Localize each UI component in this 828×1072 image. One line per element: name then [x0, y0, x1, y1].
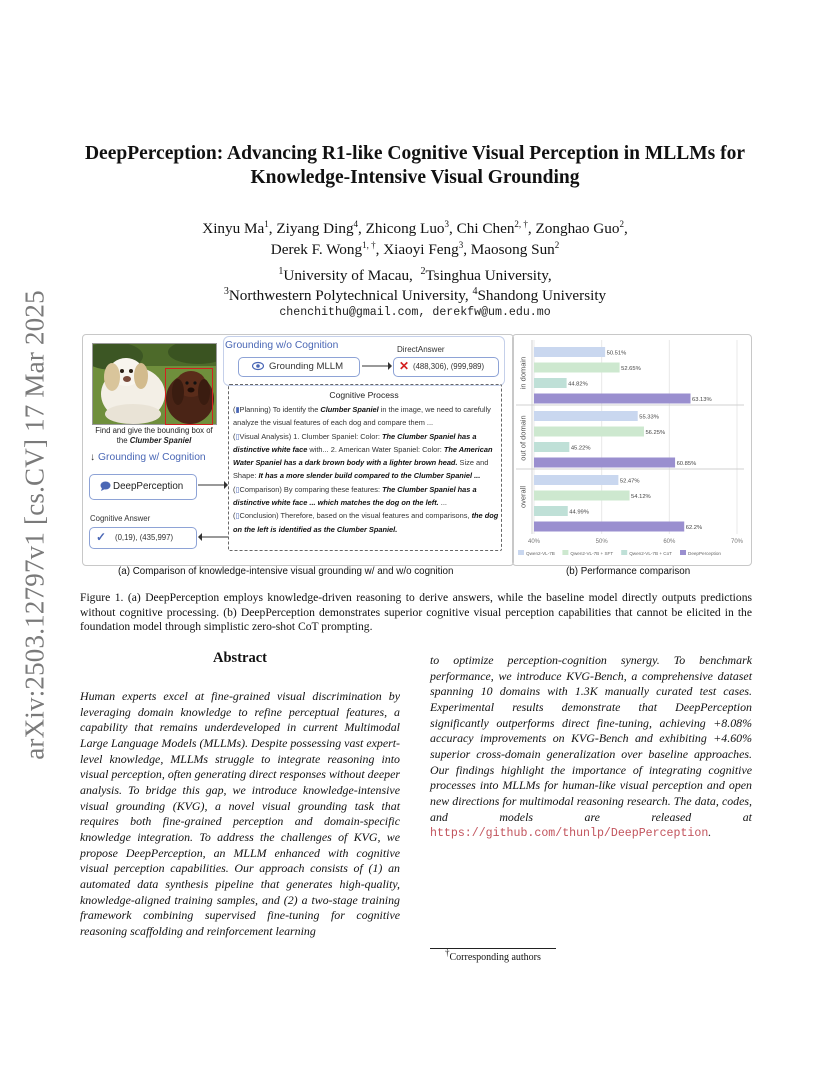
arxiv-stamp — [12, 285, 58, 765]
performance-chart — [512, 334, 750, 564]
legend-entry: Qwen2-VL-7B + SFT — [570, 551, 614, 556]
figure-caption: Figure 1. (a) DeepPerception employs knowledge-driven reasoning to derive answers, while the baseline model directly outputs predictions without cognitive processing. (b) DeepPerception demonstrates superior cognitive visual perception capabilities that cannot be elicited in the foundation model through simplistic zero-shot CoT prompting. — [80, 591, 752, 634]
arrow-right-icon — [362, 360, 392, 372]
abstract-heading: Abstract — [213, 650, 267, 666]
data-label: 55.33% — [639, 414, 659, 421]
data-label: 52.47% — [619, 478, 640, 485]
cross-icon: ✕ — [399, 359, 410, 373]
bar — [534, 347, 605, 357]
category-label: in domain — [518, 356, 528, 390]
bar — [534, 411, 638, 421]
bar — [534, 458, 675, 468]
chat-bubble-icon — [100, 481, 111, 494]
cognitive-answer-label: Cognitive Answer — [90, 514, 151, 523]
legend-entry: Qwen2-VL-7B — [526, 551, 555, 556]
author: Xiaoyi Feng$^3$ — [383, 239, 464, 258]
arrow-right-icon — [198, 479, 228, 491]
data-label: 52.65% — [621, 366, 641, 372]
grounding-mllm-box: Grounding MLLM — [238, 357, 360, 377]
task-instruction: Find and give the bounding box of the Clumber Spaniel — [95, 426, 213, 445]
author: Xinyu Ma$^1$ — [202, 218, 269, 237]
document-icon: ▯ — [235, 431, 240, 441]
x-tick-label: 40% — [527, 539, 541, 545]
data-label: 45.22% — [570, 445, 591, 452]
author: Ziyang Ding$^4$ — [276, 218, 359, 237]
authors-line-1: Xinyu Ma$^1$, Ziyang Ding$^4$, Zhicong Luo$^3$, Chi Chen$^{2, \dagger}$, Zonghao Guo$^2$, — [202, 218, 628, 237]
legend-swatch — [562, 550, 568, 555]
predicted-bbox-wrong — [165, 368, 213, 425]
bar — [534, 378, 567, 388]
data-label: 54.12% — [631, 494, 651, 500]
author-emails: chenchithu@gmail.com, derekfw@um.edu.mo — [279, 306, 551, 319]
bar — [534, 427, 644, 437]
author: Derek F. Wong$^{1, \dagger}$ — [270, 239, 376, 258]
bar — [534, 506, 568, 516]
legend-entry: Qwen2-VL-7B + CoT — [629, 551, 672, 556]
bar — [534, 394, 691, 404]
document-icon: ▯ — [235, 484, 240, 494]
author: Maosong Sun$^2$ — [470, 239, 560, 258]
data-label: 50.51% — [606, 350, 627, 357]
x-tick-label: 70% — [730, 539, 744, 545]
bar — [534, 491, 630, 501]
legend-entry: DeepPerception — [688, 551, 721, 556]
step-planning: (▮Planning) To identify the Clumber Spaniel in the image, we need to carefully analyze the visual features of each dog and compare them ... — [233, 405, 491, 428]
author-list — [100, 218, 730, 260]
abstract-column-2: to optimize perception-cognition synergy. To benchmark performance, we introduce KVG-Bench, a comprehensive dataset spanning 10 domains with 1.3K manually curated test cases. Experimental results demonstrate that DeepPerception significantly outperforms direct fine-tuning, achieving +8.08% accuracy improvements on KVG-Bench and exhibiting +4.60% superior cross-domain generalization over baseline approaches. Our findings highlight the importance of integrating cognitive processes into MLLMs for human-like visual perception and open new directions for multimodal reasoning research. The data, codes, and models are released at https://github.com/thunlp/DeepPerception. — [430, 653, 752, 841]
code-url-link[interactable]: https://github.com/thunlp/DeepPerception — [430, 827, 709, 841]
data-label: 63.13% — [692, 397, 712, 403]
subcaption-a: (a) Comparison of knowledge-intensive visual grounding w/ and w/o cognition — [118, 566, 454, 577]
cognitive-answer-box: ✓ (0,19), (435,997) — [89, 527, 197, 549]
bar — [534, 475, 618, 485]
category-label: out of domain — [518, 415, 528, 461]
arxiv-id: arXiv:2503.12797v1 [cs.CV] 17 Mar 2025 — [19, 290, 50, 760]
category-label: overall — [518, 485, 528, 509]
authors-line-2: Derek F. Wong$^{1, \dagger}$, Xiaoyi Feng$^3$, Maosong Sun$^2$ — [270, 239, 560, 258]
check-icon: ✓ — [96, 530, 107, 544]
author: Zonghao Guo$^2$ — [535, 218, 624, 237]
data-label: 56.25% — [645, 430, 666, 436]
legend-swatch — [621, 550, 627, 555]
bar — [534, 363, 620, 373]
affiliations-line-2: $^3$Northwestern Polytechnical University, $^4$Shandong University — [223, 285, 607, 304]
data-label: 60.85% — [676, 461, 697, 467]
eye-icon — [252, 361, 264, 374]
author: Zhicong Luo$^3$ — [365, 218, 450, 237]
subcaption-b: (b) Performance comparison — [566, 566, 691, 577]
bar — [534, 522, 684, 532]
grounding-wo-cognition-title: Grounding w/o Cognition — [225, 340, 339, 351]
direct-answer-label: DirectAnswer — [397, 345, 445, 354]
cognitive-process-title: Cognitive Process — [329, 390, 399, 400]
x-tick-label: 60% — [663, 539, 676, 545]
affiliations-line-1: $^1$University of Macau, $^2$Tsinghua University, — [278, 265, 552, 284]
legend-swatch — [518, 550, 524, 555]
author: Chi Chen$^{2, \dagger}$ — [456, 218, 528, 237]
direct-answer-box: ✕ (488,306), (999,989) — [393, 357, 499, 377]
deepperception-box: DeepPerception — [89, 474, 197, 500]
data-label: 62.2% — [685, 525, 703, 531]
bar — [534, 442, 569, 452]
grounding-w-cognition-title: ↓ Grounding w/ Cognition — [90, 452, 206, 463]
step-visual-analysis: (▯Visual Analysis) 1. Clumber Spaniel: Color: The Clumber Spaniel has a distinctive white face with... 2. American Water Spaniel: Color: The American Water Spaniel has a dark brown body with a lighter brown head. Size and Shape: It has a more slender build compared to the Clumber Spaniel ... — [233, 431, 493, 481]
checklist-icon: ▯ — [235, 511, 240, 521]
abstract-column-1: Human experts excel at fine-grained visual discrimination by leveraging domain knowledge to refine perceptual features, a capability that remains underdeveloped in current Multimodal Large Language Models (MLLMs). Despite possessing vast expert-level knowledge, MLLMs struggle to integrate reasoning into visual perception, often generating direct responses without deeper analysis. To bridge this gap, we introduce knowledge-intensive visual grounding (KVG), a novel visual grounding task that requires both fine-grained perception and domain-specific knowledge integration. To address the challenges of KVG, we propose DeepPerception, an MLLM enhanced with cognitive visual perception capabilities. Our approach consists of (1) an automated data synthesis pipeline that generates high-quality, knowledge-aligned training samples, and (2) a two-stage training framework combining supervised fine-tuning for cognitive reasoning scaffolding and reinforcement learning — [80, 689, 400, 938]
legend-swatch — [680, 550, 686, 555]
x-tick-label: 50% — [595, 539, 608, 545]
step-conclusion: (▯Conclusion) Therefore, based on the visual features and comparisons, the dog on the left is identified as the Clumber Spaniel. — [233, 511, 499, 534]
cognitive-process-text — [233, 403, 499, 536]
paper-title: DeepPerception: Advancing R1-like Cognitive Visual Perception in MLLMs for Knowledge-Intensive Visual Grounding — [84, 143, 746, 188]
footnote: †Corresponding authors — [445, 947, 541, 963]
book-icon: ▮ — [235, 405, 240, 414]
data-label: 44.99% — [569, 509, 589, 516]
arrow-left-icon — [198, 531, 228, 543]
step-comparison: (▯Comparison) By comparing these features: The Clumber Spaniel has a distinctive white face ... which matches the dog on the left. ... — [233, 484, 477, 508]
data-label: 44.82% — [568, 381, 588, 388]
affiliations — [100, 266, 730, 306]
